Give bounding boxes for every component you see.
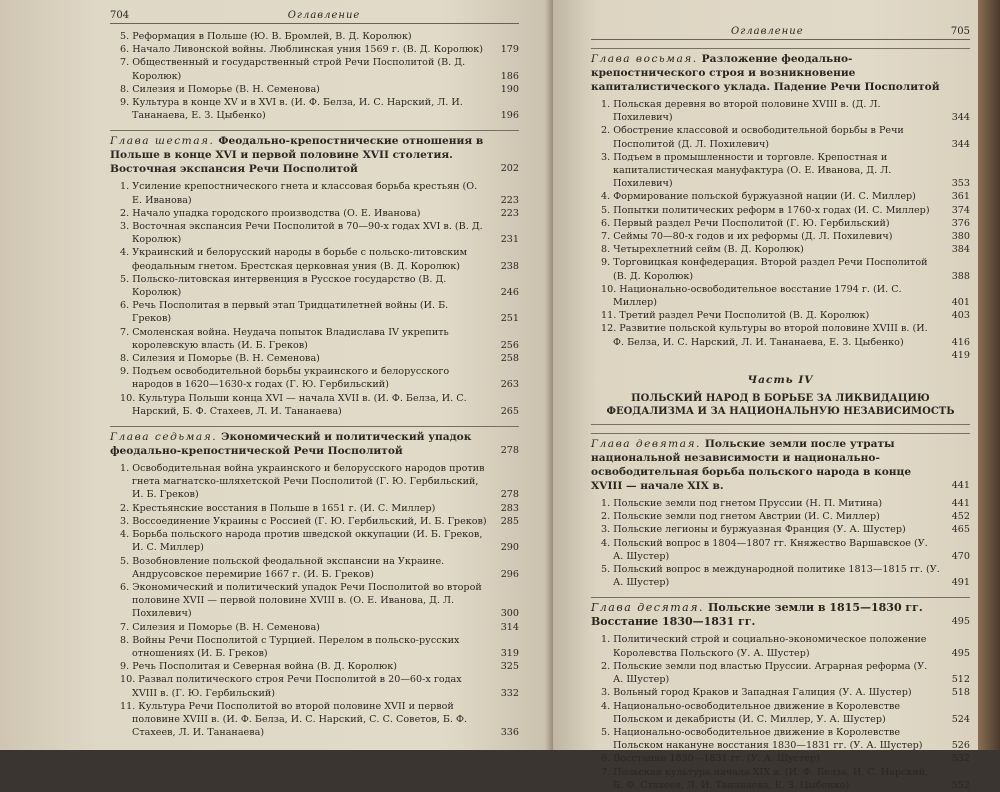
toc-entry bbox=[110, 502, 519, 515]
toc-entry-text: 3. Подъем в промышленности и торговле. Крепостная и капиталистическая мануфактура (О. Е. Иванова, Д. Л. Похилевич) bbox=[601, 151, 892, 190]
toc-entry bbox=[110, 700, 519, 740]
toc-entry bbox=[591, 349, 970, 362]
toc-entry-text: 7. Сеймы 70—80-х годов и их реформы (Д. Л. Похилевич) bbox=[601, 231, 893, 243]
toc-entry-text: 5. Реформация в Польше (Ю. В. Бромлей, В. Д. Королюк) bbox=[120, 31, 412, 42]
toc-entry bbox=[591, 151, 970, 191]
left-running-head bbox=[110, 10, 519, 24]
toc-entry-page: 186 bbox=[500, 70, 519, 82]
left-running-title: Оглавление bbox=[287, 10, 361, 21]
toc-entry bbox=[110, 621, 519, 634]
toc-entry-page: 376 bbox=[951, 217, 970, 229]
toc-entry-text: 6. Начало Ливонской войны. Люблинская уния 1569 г. (В. Д. Королюк) bbox=[120, 44, 483, 56]
toc-entry-page: 452 bbox=[951, 511, 970, 523]
chapter-7-label: Глава седьмая. bbox=[110, 431, 218, 444]
toc-entry-page: 290 bbox=[500, 542, 519, 554]
toc-entry-text: 10. Культура Польши конца XVI — начала XVII в. (И. Ф. Белза, И. С. Нарский, Б. Ф. Стахеев, Л. И. Тананаева) bbox=[120, 392, 467, 417]
toc-entry bbox=[591, 217, 970, 230]
toc-entry-page: 465 bbox=[951, 524, 970, 536]
toc-entry-page: 552 bbox=[951, 779, 970, 791]
chapter-6-title: Феодально-крепостнические отношения в Польше в конце XVI и первой половине XVII столетия. Восточная экспансия Речи Посполитой bbox=[110, 135, 484, 176]
chapter-9-heading bbox=[591, 433, 970, 493]
toc-entry-text: 4. Национально-освободительное движение в Королевстве Польском и декабристы (И. С. Миллер, У. А. Шустер) bbox=[601, 700, 901, 725]
toc-entry bbox=[110, 660, 519, 673]
toc-entry-page: 532 bbox=[951, 753, 970, 765]
toc-entry bbox=[591, 204, 970, 217]
toc-entry-text: 2. Обострение классовой и освободительной борьбы в Речи Посполитой (Д. Л. Похилевич) bbox=[601, 125, 904, 150]
toc-entry-page: 491 bbox=[951, 577, 970, 589]
toc-entry bbox=[591, 309, 970, 322]
toc-entry bbox=[591, 537, 970, 563]
toc-entry-page: 495 bbox=[951, 647, 970, 659]
toc-entry-page: 384 bbox=[951, 244, 970, 256]
toc-entry-text: 8. Силезия и Поморье (В. Н. Семенова) bbox=[120, 353, 320, 365]
toc-entry bbox=[591, 243, 970, 256]
toc-entry-page: 419 bbox=[951, 349, 970, 361]
chapter-10-entries bbox=[591, 633, 970, 791]
toc-entry-page: 388 bbox=[951, 270, 970, 282]
left-page-number: 704 bbox=[110, 10, 130, 21]
toc-entry bbox=[110, 56, 519, 82]
toc-entry-text: 9. Торговицкая конфедерация. Второй раздел Речи Посполитой (В. Д. Королюк) bbox=[601, 257, 928, 282]
toc-entry-page: 285 bbox=[500, 515, 519, 527]
toc-entry-text: 7. Силезия и Поморье (В. Н. Семенова) bbox=[120, 621, 320, 633]
toc-entry-text: 10. Национально-освободительное восстание 1794 г. (И. С. Миллер) bbox=[601, 283, 902, 309]
right-page bbox=[553, 0, 1000, 791]
toc-entry-page: 251 bbox=[500, 313, 519, 325]
toc-entry-page: 300 bbox=[500, 608, 519, 620]
right-page-number: 705 bbox=[950, 26, 970, 37]
toc-entry-text: 11. Третий раздел Речи Посполитой (В. Д. Королюк) bbox=[601, 310, 870, 322]
toc-entry-text: 6. Экономический и политический упадок Речи Посполитой во второй половине XVII — первой половине XVIII в. (О. Е. Иванова, Д. Л. Похилевич) bbox=[120, 581, 482, 620]
left-top-entries bbox=[110, 30, 519, 122]
toc-entry-text: 1. Освободительная война украинского и белорусского народов против гнета магнатско-шляхетской Речи Посполитой (Г. Ю. Гербильский, И. Б. Греков) bbox=[120, 463, 485, 501]
toc-entry-page: 526 bbox=[951, 740, 970, 752]
toc-entry bbox=[110, 299, 519, 325]
toc-entry-page: 314 bbox=[500, 621, 519, 633]
toc-entry bbox=[591, 523, 970, 536]
toc-entry-text: 2. Польские земли под властью Пруссии. Аграрная реформа (У. А. Шустер) bbox=[601, 660, 928, 686]
toc-entry-text: 1. Усиление крепостнического гнета и классовая борьба крестьян (О. Е. Иванова) bbox=[120, 181, 478, 206]
toc-entry-page: 238 bbox=[500, 260, 519, 272]
toc-entry-text: 6. Первый раздел Речи Посполитой (Г. Ю. Гербильский) bbox=[601, 217, 890, 229]
toc-entry bbox=[591, 497, 970, 510]
toc-entry bbox=[110, 96, 519, 122]
toc-entry-page: 256 bbox=[500, 339, 519, 351]
chapter-7-title: Экономический и политический упадок феодально-крепостнической Речи Посполитой bbox=[110, 431, 472, 458]
chapter-9-title: Польские земли после утраты национальной независимости и национально-освободительная борьба польского народа в конце XVIII — начале XIX в. bbox=[591, 438, 912, 493]
chapter-6-entries bbox=[110, 180, 519, 418]
chapter-10-title: Польские земли в 1815—1830 гг. Восстание 1830—1831 гг. bbox=[591, 601, 923, 629]
toc-entry-text: 10. Развал политического строя Речи Посполитой в 20—60-х годах XVIII в. (Г. Ю. Гербильский) bbox=[120, 674, 462, 699]
toc-entry bbox=[591, 98, 970, 124]
toc-entry-text: 9. Речь Посполитая и Северная война (В. Д. Королюк) bbox=[120, 661, 397, 673]
chapter-8-heading bbox=[591, 48, 970, 94]
toc-entry bbox=[591, 124, 970, 150]
toc-entry-page: 374 bbox=[951, 204, 970, 216]
toc-entry bbox=[110, 528, 519, 554]
toc-entry bbox=[110, 515, 519, 528]
chapter-10-heading bbox=[591, 597, 970, 629]
toc-entry bbox=[591, 686, 970, 699]
toc-entry-text: 4. Формирование польской буржуазной нации (И. С. Миллер) bbox=[601, 191, 916, 203]
toc-entry-page: 263 bbox=[500, 379, 519, 391]
part-title: ПОЛЬСКИЙ НАРОД В БОРЬБЕ ЗА ЛИКВИДАЦИЮ ФЕОДАЛИЗМА И ЗА НАЦИОНАЛЬНУЮ НЕЗАВИСИМОСТЬ bbox=[591, 392, 970, 425]
toc-entry-page: 283 bbox=[500, 502, 519, 514]
toc-entry-text: 5. Польский вопрос в международной политике 1813—1815 гг. (У. А. Шустер) bbox=[601, 564, 940, 589]
toc-entry-text: 8. Четырехлетний сейм (В. Д. Королюк) bbox=[601, 244, 804, 256]
toc-entry-page: 403 bbox=[951, 310, 970, 322]
toc-entry-page: 319 bbox=[500, 647, 519, 659]
toc-entry-page: 265 bbox=[500, 405, 519, 417]
chapter-8-title: Разложение феодально-крепостнического строя и возникновение капиталистического уклада. Падение Речи Посполитой bbox=[591, 53, 940, 93]
chapter-6-heading bbox=[110, 130, 519, 176]
toc-entry-text: 8. Войны Речи Посполитой с Турцией. Перелом в польско-русских отношениях (И. Б. Греков) bbox=[120, 634, 460, 659]
toc-entry-page: 332 bbox=[500, 687, 519, 699]
toc-entry bbox=[591, 766, 970, 792]
toc-entry bbox=[591, 660, 970, 686]
toc-entry-text: 7. Общественный и государственный строй Речи Посполитой (В. Д. Королюк) bbox=[120, 57, 466, 82]
toc-entry bbox=[591, 283, 970, 309]
toc-entry-text: 9. Подъем освободительной борьбы украинского и белорусского народов в 1620—1630-х годах (Г. Ю. Гербильский) bbox=[120, 366, 450, 391]
toc-entry bbox=[110, 673, 519, 699]
toc-entry bbox=[591, 700, 970, 726]
toc-entry bbox=[110, 207, 519, 220]
chapter-8-label: Глава восьмая. bbox=[591, 53, 698, 65]
toc-entry-page: 470 bbox=[951, 550, 970, 562]
right-running-head bbox=[591, 26, 970, 40]
toc-entry-page: 518 bbox=[951, 687, 970, 699]
toc-entry-page: 190 bbox=[500, 83, 519, 95]
toc-entry bbox=[110, 634, 519, 660]
toc-entry-text: 5. Возобновление польской феодальной экспансии на Украине. Андрусовское перемирие 1667 г. (И. Б. Греков) bbox=[120, 555, 445, 580]
toc-entry bbox=[110, 180, 519, 206]
toc-entry-text: 3. Воссоединение Украины с Россией (Г. Ю. Гербильский, И. Б. Греков) bbox=[120, 515, 487, 527]
toc-entry bbox=[110, 220, 519, 246]
toc-entry bbox=[110, 30, 519, 43]
toc-entry-text: 1. Политический строй и социально-экономическое положение Королевства Польского (У. А. Шустер) bbox=[601, 634, 927, 659]
toc-entry-text: 3. Польские легионы и буржуазная Франция (У. А. Шустер) bbox=[601, 524, 906, 536]
toc-entry-page: 246 bbox=[500, 287, 519, 299]
toc-entry-text: 4. Польский вопрос в 1804—1807 гг. Княжество Варшавское (У. А. Шустер) bbox=[601, 537, 928, 562]
toc-entry-text: 4. Украинский и белорусский народы в борьбе с польско-литовским феодальным гнетом. Брестская церковная уния (В. Д. Королюк) bbox=[120, 247, 468, 272]
chapter-7-page: 278 bbox=[500, 445, 519, 457]
toc-entry-page: 441 bbox=[951, 498, 970, 510]
toc-entry-text: 11. Культура Речи Посполитой во второй половине XVII и первой половине XVIII в. (И. Ф. Белза, И. С. Нарский, С. С. Советов, Б. Ф. Стахеев, Л. И. Тананаева) bbox=[120, 700, 467, 739]
toc-entry-page: 336 bbox=[500, 727, 519, 739]
chapter-8-entries bbox=[591, 98, 970, 362]
toc-entry-page: 223 bbox=[500, 194, 519, 206]
toc-entry bbox=[591, 726, 970, 752]
toc-entry-page: 325 bbox=[500, 661, 519, 673]
toc-entry bbox=[591, 563, 970, 589]
toc-entry-text: 2. Начало упадка городского производства (О. Е. Иванова) bbox=[120, 207, 421, 219]
book-cover-edge bbox=[978, 0, 1000, 750]
toc-entry bbox=[110, 83, 519, 96]
toc-entry-text: 2. Крестьянские восстания в Польше в 1651 г. (И. С. Миллер) bbox=[120, 502, 436, 514]
chapter-7-heading bbox=[110, 426, 519, 458]
toc-entry-page: 344 bbox=[951, 138, 970, 150]
chapter-9-entries bbox=[591, 497, 970, 589]
right-running-title: Оглавление bbox=[731, 26, 804, 37]
toc-entry-text: 6. Восстание 1830—1831 гг. (У. А. Шустер) bbox=[601, 753, 820, 765]
toc-entry bbox=[110, 462, 519, 502]
chapter-9-page: 441 bbox=[951, 480, 970, 492]
toc-entry-text: 7. Смоленская война. Неудача попыток Владислава IV укрепить королевскую власть (И. Б. Греков) bbox=[120, 326, 449, 351]
toc-entry-text: 3. Вольный город Краков и Западная Галиция (У. А. Шустер) bbox=[601, 687, 912, 699]
toc-entry bbox=[110, 43, 519, 56]
toc-entry-page: 361 bbox=[951, 191, 970, 203]
toc-entry-page: 258 bbox=[500, 353, 519, 365]
chapter-9-label: Глава девятая. bbox=[591, 438, 701, 451]
toc-entry-text bbox=[591, 349, 940, 362]
toc-entry-text: 8. Силезия и Поморье (В. Н. Семенова) bbox=[120, 83, 320, 95]
toc-entry-text: 5. Польско-литовская интервенция в Русское государство (В. Д. Королюк) bbox=[120, 273, 447, 299]
toc-entry bbox=[591, 230, 970, 243]
toc-entry-page: 353 bbox=[951, 178, 970, 190]
part-label: Часть IV bbox=[747, 374, 814, 387]
toc-entry-page: 512 bbox=[951, 674, 970, 686]
chapter-10-label: Глава десятая. bbox=[591, 601, 704, 615]
toc-entry bbox=[591, 190, 970, 203]
toc-entry bbox=[110, 555, 519, 581]
chapter-6-page: 202 bbox=[500, 163, 519, 175]
toc-entry bbox=[110, 352, 519, 365]
toc-entry-text: 5. Попытки политических реформ в 1760-х годах (И. С. Миллер) bbox=[601, 204, 930, 216]
toc-entry bbox=[591, 752, 970, 765]
toc-entry-text: 5. Национально-освободительное движение в Королевстве Польском накануне восстания 1830—1831 гг. (У. А. Шустер) bbox=[601, 726, 923, 752]
toc-entry bbox=[591, 322, 970, 348]
toc-entry bbox=[110, 581, 519, 621]
toc-entry-text: 7. Польская культура начала XIX в. (И. Ф. Белза, И. С. Нарский, Б. Ф. Стахеев, Л. И. Тананаева, Е. З. Цыбенко) bbox=[601, 766, 929, 791]
toc-entry-text: 3. Восточная экспансия Речи Посполитой в 70—90-х годах XVI в. (В. Д. Королюк) bbox=[120, 221, 483, 246]
toc-entry bbox=[110, 326, 519, 352]
toc-entry-page: 296 bbox=[500, 568, 519, 580]
toc-entry-page: 380 bbox=[951, 231, 970, 243]
toc-entry-page: 524 bbox=[951, 713, 970, 725]
toc-entry bbox=[110, 392, 519, 418]
toc-entry-text: 12. Развитие польской культуры во второй половине XVIII в. (И. Ф. Белза, И. С. Нарский, Л. И. Тананаева, Е. З. Цыбенко) bbox=[601, 323, 928, 348]
toc-entry bbox=[110, 365, 519, 391]
toc-entry-page: 223 bbox=[500, 207, 519, 219]
toc-entry-text: 6. Речь Посполитая в первый этап Тридцатилетней войны (И. Б. Греков) bbox=[120, 300, 449, 325]
chapter-10-page: 495 bbox=[951, 616, 970, 628]
toc-entry-page: 401 bbox=[951, 297, 970, 309]
toc-entry bbox=[110, 273, 519, 299]
toc-entry-text: 1. Польская деревня во второй половине XVIII в. (Д. Л. Похилевич) bbox=[601, 99, 881, 124]
chapter-6-label: Глава шестая. bbox=[110, 135, 215, 148]
toc-entry-page: 278 bbox=[500, 489, 519, 501]
toc-entry-page: 231 bbox=[500, 234, 519, 246]
toc-entry-text: 1. Польские земли под гнетом Пруссии (Н. П. Митина) bbox=[601, 498, 883, 510]
toc-entry bbox=[591, 633, 970, 659]
chapter-7-entries bbox=[110, 462, 519, 739]
toc-entry bbox=[591, 256, 970, 282]
toc-entry-text: 9. Культура в конце XV и в XVI в. (И. Ф. Белза, И. С. Нарский, Л. И. Тананаева, Е. З. Цыбенко) bbox=[120, 97, 463, 122]
toc-entry-page: 344 bbox=[951, 112, 970, 124]
toc-entry-page: 179 bbox=[500, 44, 519, 56]
toc-entry bbox=[591, 510, 970, 523]
toc-entry-text: 4. Борьба польского народа против шведской оккупации (И. Б. Греков, И. С. Миллер) bbox=[120, 529, 483, 554]
toc-entry-page: 196 bbox=[500, 110, 519, 122]
toc-entry-page: 416 bbox=[951, 336, 970, 348]
toc-entry bbox=[110, 246, 519, 272]
toc-entry-text: 2. Польские земли под гнетом Австрии (И. С. Миллер) bbox=[601, 511, 880, 523]
